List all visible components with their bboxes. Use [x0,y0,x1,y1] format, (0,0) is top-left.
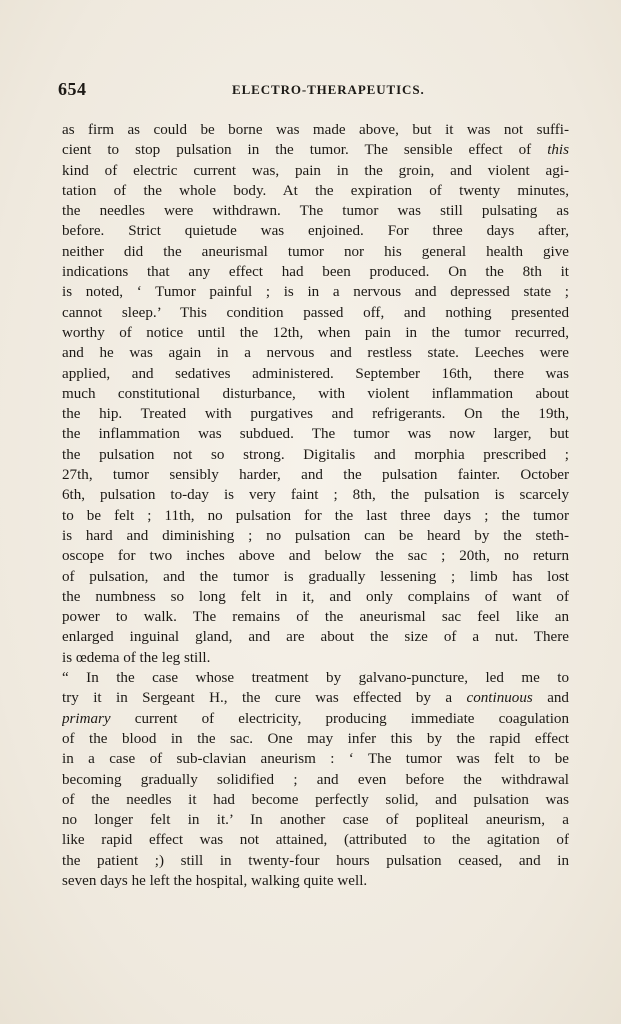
page-header [58,78,572,100]
text-line [62,201,569,221]
text-line [62,120,569,140]
running-title: ELECTRO-THERAPEUTICS. [232,82,425,97]
text-run: is hard and diminishing ; no pulsation can be heard by the steth- [62,527,569,544]
italic-text: primary [62,710,111,727]
text-run: like rapid effect was not attained, (attributed to the agitation of [62,832,569,849]
text-line [62,770,569,790]
text-run: is noted, ‘ Tumor painful ; is in a nervous and depressed state ; [62,284,569,301]
text-line [62,607,569,627]
text-run: as firm as could be borne was made above, but it was not suffi- [62,122,569,138]
text-run: cannot sleep.’ This condition passed off, and nothing presented [62,304,569,321]
text-run: in a case of sub-clavian aneurism : ‘ The tumor was felt to be [62,751,569,768]
text-line [62,668,569,688]
text-run: much constitutional disturbance, with violent inflammation about [62,385,569,402]
text-run: try it in Sergeant H., the cure was effected by a [62,690,467,707]
text-run: current of electricity, producing immediate coagulation [110,710,569,727]
text-run: becoming gradually solidified ; and even before the withdrawal [62,771,569,788]
text-line [62,526,569,546]
text-run: neither did the aneurismal tumor nor his general health give [62,243,569,260]
text-run: the hip. Treated with purgatives and refrigerants. On the 19th, [62,406,569,423]
text-run: the numbness so long felt in it, and only complains of want of [62,588,569,605]
text-run: of the blood in the sac. One may infer this by the rapid effect [62,730,569,747]
body-text [62,120,569,891]
text-run: power to walk. The remains of the aneurismal sac feel like an [62,609,569,626]
text-line [62,282,569,302]
text-run: no longer felt in it.’ In another case of popliteal aneurism, a [62,812,569,829]
text-line [62,343,569,363]
text-run: of pulsation, and the tumor is gradually lessening ; limb has lost [62,568,569,585]
text-line [62,485,569,505]
text-run: to be felt ; 11th, no pulsation for the last three days ; the tumor [62,507,569,524]
text-line [62,506,569,526]
text-line [62,221,569,241]
italic-text: continuous [466,690,533,707]
text-line [62,161,569,181]
text-run: indications that any effect had been produced. On the 8th it [62,264,569,281]
text-run: 27th, tumor sensibly harder, and the pulsation fainter. October [62,467,569,484]
text-run: seven days he left the hospital, walking quite well. [62,872,368,889]
text-line [62,790,569,810]
text-line [62,688,569,708]
text-line [62,709,569,729]
text-line [62,546,569,566]
text-line [62,729,569,749]
text-line [62,465,569,485]
text-run: of the needles it had become perfectly solid, and pulsation was [62,791,569,808]
text-line [62,303,569,323]
text-run: the inflammation was subdued. The tumor was now larger, but [62,426,569,443]
text-run: is œdema of the leg still. [62,649,211,666]
text-line [62,830,569,850]
text-line [62,242,569,262]
text-line [62,851,569,871]
text-run: the patient ;) still in twenty-four hours pulsation ceased, and in [62,852,569,869]
text-run: cient to stop pulsation in the tumor. The sensible effect of [62,142,548,159]
text-line [62,871,569,891]
text-line [62,445,569,465]
text-line [62,262,569,282]
text-run: the needles were withdrawn. The tumor was still pulsating as [62,203,569,220]
text-line [62,567,569,587]
text-run: tation of the whole body. At the expiration of twenty minutes, [62,182,569,199]
text-run: kind of electric current was, pain in the groin, and violent agi- [62,162,569,179]
text-line [62,181,569,201]
text-line [62,404,569,424]
text-line [62,627,569,647]
text-line [62,323,569,343]
text-line [62,140,569,160]
italic-text: this [547,142,569,159]
text-line [62,648,569,668]
text-line [62,384,569,404]
text-line [62,364,569,384]
text-line [62,587,569,607]
text-line [62,810,569,830]
text-run: applied, and sedatives administered. September 16th, there was [62,365,569,382]
text-run: before. Strict quietude was enjoined. For three days after, [62,223,569,240]
text-run: 6th, pulsation to-day is very faint ; 8th, the pulsation is scarcely [62,487,569,504]
text-run: and [532,690,569,707]
text-run: the pulsation not so strong. Digitalis and morphia prescribed ; [62,446,569,463]
text-run: oscope for two inches above and below the sac ; 20th, no return [62,548,569,565]
text-line [62,749,569,769]
text-run: worthy of notice until the 12th, when pain in the tumor recurred, [62,324,569,341]
text-run: “ In the case whose treatment by galvano-puncture, led me to [62,670,569,687]
text-line [62,424,569,444]
text-run: and he was again in a nervous and restless state. Leeches were [62,345,569,362]
page-number: 654 [58,79,87,99]
text-run: enlarged inguinal gland, and are about the size of a nut. There [62,629,569,646]
